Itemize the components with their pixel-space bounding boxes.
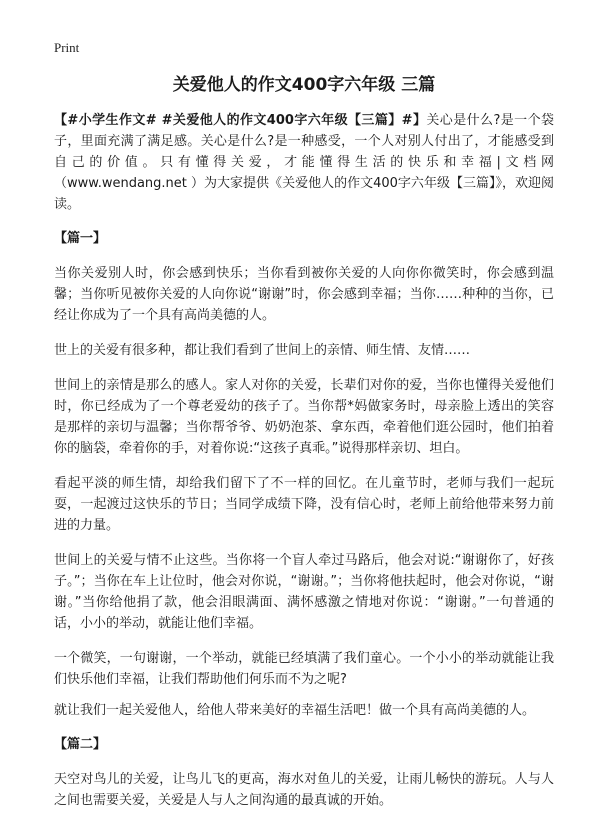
document-title: 关爱他人的作文400字六年级 三篇 <box>172 75 436 95</box>
document-page <box>54 40 554 825</box>
section1-paragraph: 世间上的关爱与情不止这些。当你将一个盲人牵过马路后，他会对说:“谢谢你了，好孩子。”；当你在车上让位时，他会对你说，“谢谢。”；当你将他扶起时，他会对你说，“谢谢。”当你给他捐了款，他会泪眼满面、满怀感激之情地对你说：“谢谢。”一句普通的话，小小的举动，就能让他们幸福。 <box>54 553 554 631</box>
intro-lead: 【#小学生作文# #关爱他人的作文400字六年级【三篇】#】 <box>54 113 427 128</box>
section1-paragraph: 世间上的亲情是那么的感人。家人对你的关爱，长辈们对你的爱，当你也懂得关爱他们时，你已经成为了一个尊老爱幼的孩子了。当你帮*妈做家务时，母亲脸上透出的笑容是那样的亲切与温馨；当你帮爷爷、奶奶泡茶、拿东西，牵着他们逛公园时，他们拍着你的脑袋，牵着你的手，对着你说:“这孩子真乖。”说得那样亲切、坦白。 <box>54 378 554 456</box>
section2-paragraph: 天空对鸟儿的关爱，让鸟儿飞的更高，海水对鱼儿的关爱，让雨儿畅快的游玩。人与人之间也需要关爱，关爱是人与人之间沟通的最真诚的开始。 <box>54 772 554 808</box>
section1-paragraph: 看起平淡的师生情，却给我们留下了不一样的回忆。在儿童节时，老师与我们一起玩耍，一起渡过这快乐的节日；当同学成绩下降，没有信心时，老师上前给他带来努力前进的力量。 <box>54 476 554 533</box>
section1-paragraph: 世上的关爱有很多种，都让我们看到了世间上的亲情、师生情、友情…… <box>54 343 471 358</box>
section-heading-2: 【篇二】 <box>54 737 107 752</box>
intro-paragraph <box>54 110 554 215</box>
section-heading-1: 【篇一】 <box>54 231 107 246</box>
section1-paragraph: 就让我们一起关爱他人，给他人带来美好的幸福生活吧！做一个具有高尚美德的人。 <box>54 703 536 718</box>
section1-paragraph: 一个微笑，一句谢谢，一个举动，就能已经填满了我们童心。一个小小的举动就能让我们快乐他们幸福，让我们帮助他们何乐而不为之呢? <box>54 651 554 687</box>
intro-text: 关心是什么?是一个袋子，里面充满了满足感。关心是什么?是一种感受，一个人对别人付出了，才能感受到自己的价值。只有懂得关爱，才能懂得生活的快乐和幸福|文档网（www.wendang.net ）为大家提供《关爱他人的作文400字六年级【三篇】》，欢迎阅读。 <box>54 113 555 212</box>
section1-paragraph: 当你关爱别人时，你会感到快乐；当你看到被你关爱的人向你你微笑时，你会感到温馨；当你听见被你关爱的人向你说“谢谢”时，你会感到幸福；当你……种种的当你，已经让你成为了一个具有高尚美德的人。 <box>54 266 554 323</box>
print-label: Print <box>54 40 80 55</box>
